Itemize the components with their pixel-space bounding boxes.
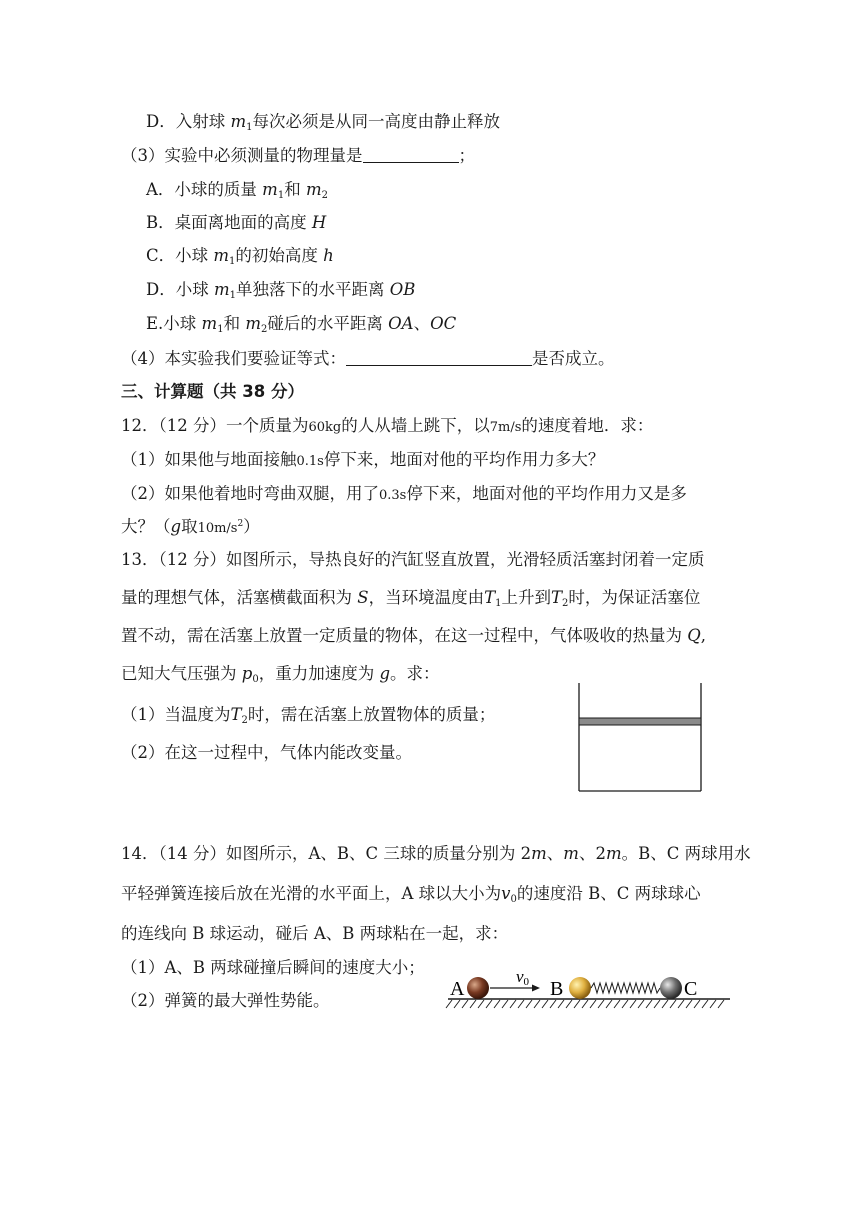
q11-option-a: A．小球的质量 $m_1$和 $m_2$ [146,180,328,201]
q13-part1: （1）当温度为$T_2$时，需在活塞上放置物体的质量； [121,705,496,726]
q11-option-d2: D．小球 $m_1$单独落下的水平距离 OB [146,280,416,301]
q13-part2: （2）在这一过程中，气体内能改变量。 [121,743,412,762]
answer-blank-3[interactable] [363,146,459,163]
q14-line2: 平轻弹簧连接后放在光滑的水平面上，A 球以大小为$v_0$的速度沿 B、C 两球球心 [121,884,701,905]
label-c: C [684,978,698,1000]
balls-spring-figure [440,966,740,1016]
piston [579,718,701,725]
q14-part1: （1）A、B 两球碰撞后瞬间的速度大小； [121,958,425,977]
spring [591,983,660,993]
q11-part4: （4）本实验我们要验证等式： 是否成立。 [121,349,615,368]
q12-line3: （2）如果他着地时弯曲双腿，用了0.3s停下来，地面对他的平均作用力又是多 [121,484,687,503]
ball-a [467,977,489,999]
cylinder-figure [570,680,710,796]
ball-b [569,977,591,999]
velocity-label: v0 [516,967,530,988]
q13-line4: 已知大气压强为 $p_0$，重力加速度为 g。求： [121,664,440,685]
q14-line3: 的连线向 B 球运动，碰后 A、B 两球粘在一起，求： [121,924,509,943]
q12-line4: 大？（g取$10m/s^2$） [121,517,260,536]
q11-option-d: D．入射球 $m_1$每次必须是从同一高度由静止释放 [146,112,501,133]
q11-part3: （3）实验中必须测量的物理量是 ； [121,146,475,165]
q13-line3: 置不动，需在活塞上放置一定质量的物体，在这一过程中，气体吸收的热量为 Q, [121,626,707,645]
q12-line1: 12．（12 分）一个质量为60kg的人从墙上跳下，以7m/s的速度着地．求： [121,416,654,435]
ground-hatching [446,1000,724,1008]
q13-line1: 13．（12 分）如图所示，导热良好的汽缸竖直放置，光滑轻质活塞封闭着一定质 [121,550,705,569]
ball-c [660,977,682,999]
q14-part2: （2）弹簧的最大弹性势能。 [121,991,330,1010]
section-title: 三、计算题（共 38 分） [121,382,304,401]
q13-line2: 量的理想气体，活塞横截面积为 S，当环境温度由$T_1$上升到$T_2$时，为保证活塞位 [121,588,701,609]
label-b: B [550,978,564,1000]
q11-option-b: B．桌面离地面的高度 H [146,213,327,232]
q11-option-e: E.小球 $m_1$和 $m_2$碰后的水平距离 OA、OC [146,314,457,335]
q14-line1: 14．（14 分）如图所示，A、B、C 三球的质量分别为 2m、m、2m。B、C 两球用水 [121,844,751,863]
q11-option-c: C．小球 $m_1$的初始高度 h [146,246,334,267]
answer-blank-4[interactable] [346,349,532,366]
q12-line2: （1）如果他与地面接触0.1s停下来，地面对他的平均作用力多大？ [121,450,605,469]
cylinder-walls [579,683,701,791]
arrow-head [532,985,540,992]
label-a: A [450,978,465,1000]
